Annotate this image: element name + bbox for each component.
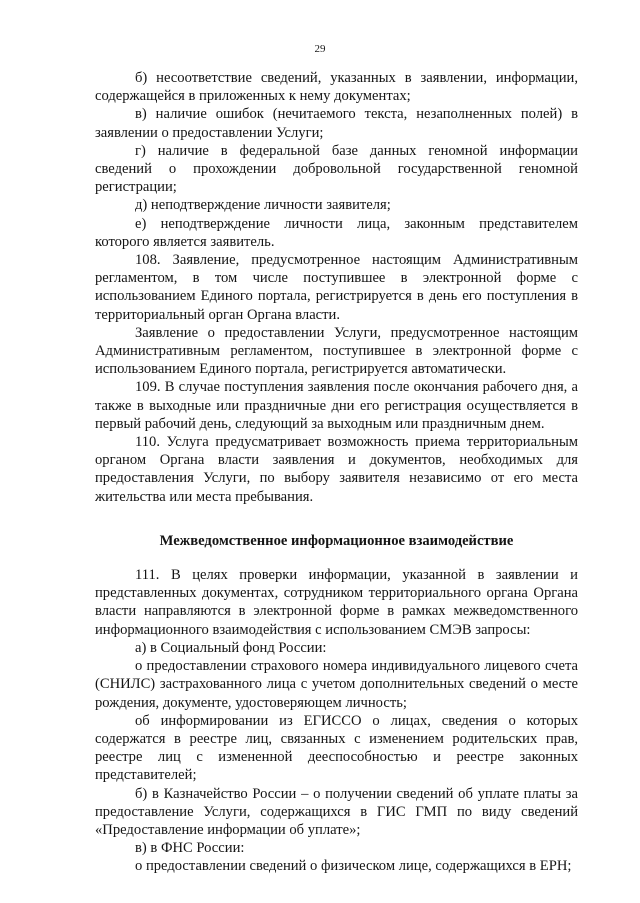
paragraph-108: 108. Заявление, предусмотренное настоящим Административным регламентом, в том числе поступившее в электронной форме с использованием Единого портала, регистрируется в день его поступления в территориальный орган Органа власти. <box>95 252 578 323</box>
paragraph-e-representative: е) неподтверждение личности лица, законным представителем которого является заявитель. <box>95 215 578 250</box>
paragraph-108-auto: Заявление о предоставлении Услуги, предусмотренное настоящим Административным регламентом, поступившее в электронной форме с использованием Единого портала, регистрируется автоматически. <box>95 324 578 378</box>
paragraph-v-fns: в) в ФНС России: <box>135 840 245 857</box>
paragraph-snils: о предоставлении страхового номера индивидуального лицевого счета (СНИЛС) застрахованного лица с учетом дополнительных сведений о месте рождения, документе, удостоверяющем личность; <box>95 658 578 711</box>
section-heading: Межведомственное информационное взаимодействие <box>159 532 514 549</box>
paragraph-g-genomic: г) наличие в федеральной базе данных геномной информации сведений о прохождении добровольной государственной геномной регистрации; <box>95 142 578 196</box>
paragraph-v-errors: в) наличие ошибок (нечитаемого текста, незаполненных полей) в заявлении о предоставлении Услуги; <box>95 106 578 141</box>
page-number: 29 <box>314 43 326 55</box>
paragraph-ern: о предоставлении сведений о физическом лице, содержащихся в ЕРН; <box>135 858 572 875</box>
paragraph-109: 109. В случае поступления заявления после окончания рабочего дня, а также в выходные или праздничные дни его регистрация осуществляется в первый рабочий день, следующий за выходным или праздничным днем. <box>95 379 578 432</box>
paragraph-d-identity: д) неподтверждение личности заявителя; <box>135 197 391 214</box>
paragraph-110: 110. Услуга предусматривает возможность приема территориальным органом Органа власти заявления и документов, необходимых для предоставления Услуги, по выбору заявителя независимо от его места жительства или места пребывания. <box>95 434 578 505</box>
document-body <box>95 69 578 876</box>
paragraph-b-mismatch: б) несоответствие сведений, указанных в заявлении, информации, содержащейся в приложенных к нему документах; <box>95 70 578 105</box>
paragraph-111: 111. В целях проверки информации, указанной в заявлении и представленных документах, сотрудником территориального органа Органа власти направляются в электронной форме в рамках межведомственного информационного взаимодействия с использованием СМЭВ запросы: <box>95 567 578 638</box>
paragraph-a-sfr: а) в Социальный фонд России: <box>135 639 327 656</box>
paragraph-b-treasury: б) в Казначейство России – о получении сведений об уплате платы за предоставление Услуги, содержащихся в ГИС ГМП по виду сведений «Предоставление информации об уплате»; <box>95 785 578 838</box>
paragraph-egisso: об информировании из ЕГИССО о лицах, сведения о которых содержатся в реестре лиц, связанных с изменением родительских прав, реестре лиц с измененной дееспособностью и реестре законных представителей; <box>95 712 578 784</box>
